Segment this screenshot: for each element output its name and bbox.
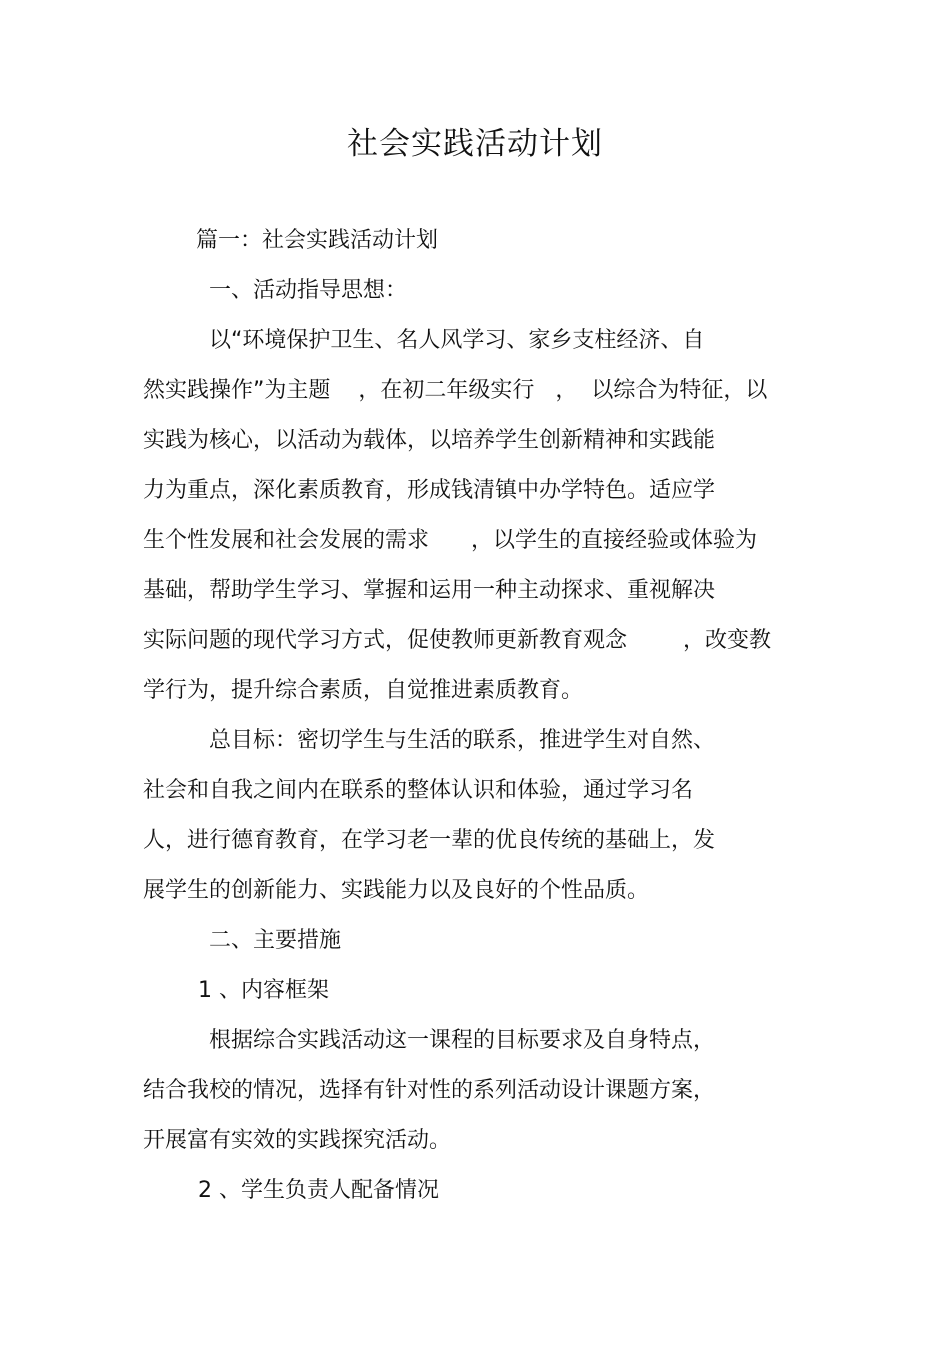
paragraph-line: 力为重点，深化素质教育，形成钱清镇中办学特色。适应学 (143, 478, 716, 503)
section-heading-guiding-thought: 一、活动指导思想： (209, 278, 408, 303)
paragraph-line: 开展富有实效的实践探究活动。 (143, 1128, 452, 1153)
paragraph-line: 社会和自我之间内在联系的整体认识和体验，通过学习名 (143, 778, 694, 803)
paragraph-line: 以“环境保护卫生、名人风学习、家乡支柱经济、自 (209, 328, 705, 353)
paragraph-line: 展学生的创新能力、实践能力以及良好的个性品质。 (143, 878, 650, 903)
paragraph-line: 生个性发展和社会发展的需求 ，以学生的直接经验或体验为 (143, 528, 757, 553)
section-heading-main-measures: 二、主要措施 (209, 928, 342, 953)
section-heading-part-one: 篇一：社会实践活动计划 (196, 228, 439, 253)
overall-goal-line: 总目标：密切学生与生活的联系，推进学生对自然、 (209, 728, 716, 753)
paragraph-line: 根据综合实践活动这一课程的目标要求及自身特点， (209, 1028, 716, 1053)
document-title: 社会实践活动计划 (347, 126, 603, 162)
paragraph-line: 然实践操作”为主题 ，在初二年级实行 ， 以综合为特征，以 (143, 378, 768, 403)
paragraph-line: 结合我校的情况，选择有针对性的系列活动设计课题方案， (143, 1078, 716, 1103)
paragraph-line: 实践为核心，以活动为载体，以培养学生创新精神和实践能 (143, 428, 716, 453)
paragraph-line: 实际问题的现代学习方式，促使教师更新教育观念 ，改变教 (143, 628, 771, 653)
paragraph-line: 学行为，提升综合素质，自觉推进素质教育。 (143, 678, 584, 703)
paragraph-line: 人，进行德育教育，在学习老一辈的优良传统的基础上，发 (143, 828, 716, 853)
subheading-student-leaders: 2 、学生负责人配备情况 (198, 1178, 439, 1203)
subheading-content-framework: 1 、内容框架 (198, 978, 329, 1003)
paragraph-line: 基础，帮助学生学习、掌握和运用一种主动探求、重视解决 (143, 578, 716, 603)
